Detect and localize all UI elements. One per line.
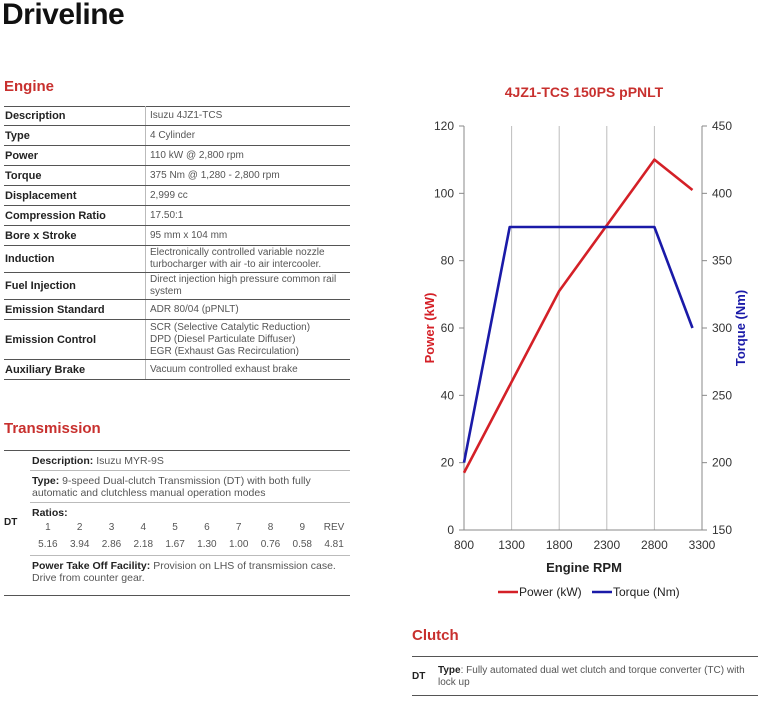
ratio-value: 2.18 <box>133 539 154 550</box>
engine-row-value-line: turbocharger with air -to air intercooler. <box>150 259 322 270</box>
engine-row <box>4 360 350 380</box>
page-title: Driveline <box>2 0 125 31</box>
x-tick-label: 800 <box>453 538 475 552</box>
engine-row <box>4 166 350 186</box>
engine-row-label: Bore x Stroke <box>5 229 77 242</box>
engine-spec-table <box>4 106 350 380</box>
clutch-type-label: Type <box>438 665 461 676</box>
engine-row <box>4 273 350 300</box>
engine-row <box>4 106 350 126</box>
y-right-axis-label: Torque (Nm) <box>733 289 748 367</box>
ratio-gear: 1 <box>45 522 51 533</box>
engine-row-value <box>145 206 350 225</box>
transmission-ratios-label: Ratios: <box>32 507 68 519</box>
engine-row-label: Type <box>5 129 30 142</box>
y-left-tick-label: 0 <box>447 523 454 537</box>
engine-row-value <box>145 106 350 125</box>
y-left-tick-label: 120 <box>433 119 454 133</box>
engine-row-label: Displacement <box>5 189 77 202</box>
x-tick-label: 1800 <box>545 538 573 552</box>
y-right-tick-label: 150 <box>712 523 733 537</box>
engine-row-label: Auxiliary Brake <box>5 363 86 376</box>
engine-row-value-line: 95 mm x 104 mm <box>150 229 228 241</box>
chart-title: 4JZ1-TCS 150PS pPNLT <box>504 84 664 100</box>
x-tick-label: 1300 <box>498 538 525 552</box>
engine-row-label: Emission Standard <box>5 303 105 316</box>
ratio-gear: 4 <box>140 522 147 533</box>
ratio-gear: 6 <box>204 522 210 533</box>
ratio-gear: REV <box>323 522 345 533</box>
clutch-type-row <box>438 665 754 689</box>
ratio-value: 0.76 <box>260 539 281 550</box>
engine-row-label: Power <box>5 149 39 162</box>
clutch-spec-table <box>412 656 758 696</box>
y-right-tick-label: 200 <box>712 455 733 470</box>
y-left-tick-label: 40 <box>440 388 454 403</box>
engine-row <box>4 246 350 273</box>
engine-row-value-line: system <box>150 286 182 297</box>
engine-row-value <box>145 126 350 145</box>
engine-row-value-line: Isuzu 4JZ1-TCS <box>150 109 223 121</box>
y-right-tick-label: 450 <box>712 119 733 133</box>
engine-row-value <box>145 226 350 245</box>
engine-row-value <box>145 360 350 379</box>
engine-row <box>4 226 350 246</box>
transmission-dt-label: DT <box>4 517 18 528</box>
engine-row-value-line: 110 kW @ 2,800 rpm <box>150 149 244 161</box>
y-right-tick-label: 250 <box>712 388 733 403</box>
engine-row-label: Torque <box>5 169 42 182</box>
engine-row-label: Induction <box>5 253 55 265</box>
engine-row-value-line: 2,999 cc <box>150 189 188 201</box>
ratio-gear: 5 <box>172 522 178 533</box>
transmission-pto-label: Power Take Off Facility: <box>32 560 151 572</box>
ratio-value: 4.81 <box>324 539 344 550</box>
x-tick-label: 2300 <box>593 538 621 552</box>
ratio-gear: 7 <box>235 522 242 533</box>
engine-row-label: Emission Control <box>5 333 97 346</box>
ratio-value-row <box>32 539 350 551</box>
transmission-pto-row <box>30 556 350 587</box>
ratio-value: 0.58 <box>292 539 312 550</box>
x-tick-label: 3300 <box>688 538 716 552</box>
engine-row-value-line: DPD (Diesel Particulate Diffuser) <box>150 333 296 345</box>
engine-row-value-line: 4 Cylinder <box>150 129 196 141</box>
ratio-value: 3.94 <box>69 539 90 550</box>
y-right-tick-label: 350 <box>712 253 733 268</box>
engine-row-value <box>145 166 350 185</box>
engine-row-value <box>145 246 350 272</box>
transmission-spec-table <box>4 450 350 596</box>
engine-row <box>4 206 350 226</box>
engine-row <box>4 320 350 360</box>
y-left-tick-label: 20 <box>440 455 454 470</box>
engine-row-value-line: 375 Nm @ 1,280 - 2,800 rpm <box>150 169 280 181</box>
ratio-value: 5.16 <box>38 539 58 550</box>
engine-performance-chart <box>410 78 759 608</box>
engine-row-label: Compression Ratio <box>5 209 106 222</box>
engine-row <box>4 126 350 146</box>
transmission-type-row <box>30 471 350 503</box>
engine-row-value <box>145 273 350 299</box>
transmission-ratios-row <box>30 503 350 556</box>
engine-row-label: Description <box>5 109 66 122</box>
engine-row-value-line: Direct injection high pressure common rail <box>150 274 337 285</box>
engine-row-value-line: Electronically controlled variable nozzle <box>150 247 325 258</box>
engine-row-value-line: Vacuum controlled exhaust brake <box>150 363 298 375</box>
legend-power-label: Power (kW) <box>519 585 582 599</box>
transmission-type-value: 9-speed Dual-clutch Transmission (DT) with both fully automatic and clutchless manual operation modes <box>32 475 311 499</box>
x-axis-label: Engine RPM <box>546 560 622 575</box>
clutch-type-value: : Fully automated dual wet clutch and torque converter (TC) with lock up <box>438 665 745 688</box>
engine-row-value <box>145 146 350 165</box>
engine-row-value-line: ADR 80/04 (pPNLT) <box>150 303 239 315</box>
engine-row-label: Fuel Injection <box>5 280 76 292</box>
legend-torque-label: Torque (Nm) <box>613 585 680 599</box>
x-tick-label: 2800 <box>641 538 668 552</box>
transmission-description-row <box>30 451 350 471</box>
transmission-pto-value: Provision on LHS of transmission case. Drive from counter gear. <box>32 560 336 584</box>
ratio-value: 1.00 <box>228 539 249 550</box>
transmission-description-label: Description: <box>32 455 94 467</box>
ratio-value: 1.30 <box>197 539 217 550</box>
y-left-tick-label: 100 <box>433 186 454 201</box>
y-right-tick-label: 300 <box>712 321 733 335</box>
engine-section-title: Engine <box>4 78 55 95</box>
transmission-description-value: Isuzu MYR-9S <box>96 455 164 467</box>
clutch-section-title: Clutch <box>412 627 459 644</box>
ratio-gear: 9 <box>299 522 306 533</box>
engine-row-value <box>145 320 350 359</box>
engine-row-value <box>145 186 350 205</box>
ratio-gear: 2 <box>76 522 83 533</box>
engine-row-value-line: EGR (Exhaust Gas Recirculation) <box>150 345 299 357</box>
clutch-dt-label: DT <box>412 671 426 682</box>
engine-row-value <box>145 300 350 319</box>
y-left-axis-label: Power (kW) <box>422 292 437 364</box>
ratio-value: 2.86 <box>101 539 122 550</box>
power-series-line <box>464 160 692 473</box>
y-right-tick-label: 400 <box>712 186 733 201</box>
engine-row-value-line: SCR (Selective Catalytic Reduction) <box>150 321 311 333</box>
ratio-gear: 3 <box>108 522 115 533</box>
ratio-value: 1.67 <box>165 539 185 550</box>
transmission-type-label: Type: <box>32 475 60 487</box>
ratio-header-row <box>32 522 350 534</box>
engine-row <box>4 186 350 206</box>
y-left-tick-label: 60 <box>440 321 454 335</box>
ratio-gear: 8 <box>267 522 274 533</box>
engine-row <box>4 300 350 320</box>
engine-row-value-line: 17.50:1 <box>150 209 184 221</box>
engine-row <box>4 146 350 166</box>
y-left-tick-label: 80 <box>440 253 454 268</box>
torque-series-line <box>464 227 692 463</box>
transmission-section-title: Transmission <box>4 420 101 437</box>
